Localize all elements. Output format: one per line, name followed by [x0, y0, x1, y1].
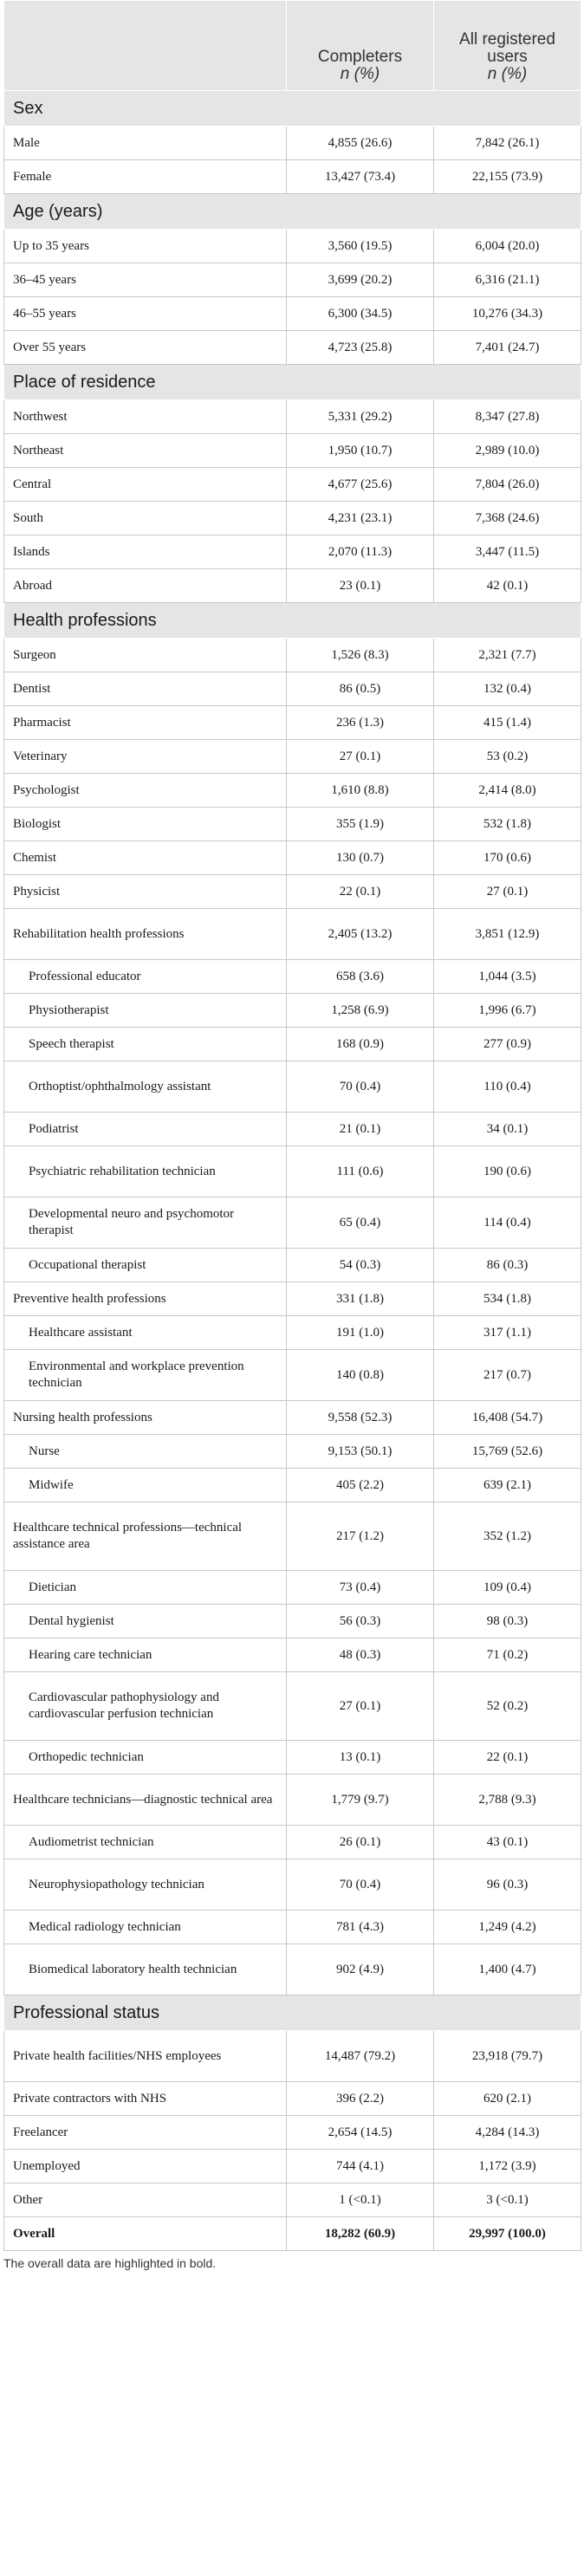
- row-label: South: [4, 502, 287, 535]
- all-users-value: 620 (2.1): [434, 2082, 581, 2116]
- all-users-value: 132 (0.4): [434, 672, 581, 706]
- section-header-row: [4, 194, 581, 230]
- section-title: Sex: [4, 91, 581, 127]
- completers-value: 1,526 (8.3): [287, 639, 434, 672]
- row-label: Medical radiology technician: [4, 1911, 287, 1944]
- all-users-value: 3,447 (11.5): [434, 535, 581, 569]
- row-label: Chemist: [4, 841, 287, 875]
- all-users-value: 22,155 (73.9): [434, 160, 581, 194]
- table-row: [4, 1502, 581, 1571]
- completers-value: 70 (0.4): [287, 1061, 434, 1113]
- completers-value: 9,558 (52.3): [287, 1401, 434, 1435]
- all-users-value: 639 (2.1): [434, 1469, 581, 1502]
- row-label: Nursing health professions: [4, 1401, 287, 1435]
- all-users-value: 22 (0.1): [434, 1741, 581, 1775]
- all-users-value: 10,276 (34.3): [434, 297, 581, 331]
- row-label: Preventive health professions: [4, 1282, 287, 1316]
- all-users-value: 109 (0.4): [434, 1571, 581, 1605]
- all-users-value: 190 (0.6): [434, 1146, 581, 1197]
- table-row: [4, 994, 581, 1028]
- completers-value: 236 (1.3): [287, 706, 434, 740]
- table-body: [4, 91, 581, 2251]
- all-users-value: 23,918 (79.7): [434, 2031, 581, 2082]
- all-users-value: 7,368 (24.6): [434, 502, 581, 535]
- all-users-value: 6,004 (20.0): [434, 230, 581, 263]
- row-label: Psychologist: [4, 774, 287, 808]
- all-users-value: 534 (1.8): [434, 1282, 581, 1316]
- table-row: [4, 1401, 581, 1435]
- table-row: [4, 2183, 581, 2217]
- completers-value: 2,654 (14.5): [287, 2116, 434, 2150]
- completers-value: 21 (0.1): [287, 1113, 434, 1146]
- table-row: [4, 1944, 581, 1995]
- row-label: Orthoptist/ophthalmology assistant: [4, 1061, 287, 1113]
- table-row: [4, 1859, 581, 1911]
- section-title: Professional status: [4, 1995, 581, 2031]
- completers-value: 1,610 (8.8): [287, 774, 434, 808]
- row-label: Neurophysiopathology technician: [4, 1859, 287, 1911]
- all-users-value: 1,044 (3.5): [434, 960, 581, 994]
- all-users-value: 52 (0.2): [434, 1672, 581, 1741]
- completers-value: 27 (0.1): [287, 1672, 434, 1741]
- row-label: Islands: [4, 535, 287, 569]
- table-row: [4, 160, 581, 194]
- all-users-value: 34 (0.1): [434, 1113, 581, 1146]
- all-users-value: 352 (1.2): [434, 1502, 581, 1571]
- table-row: [4, 297, 581, 331]
- completers-value: 9,153 (50.1): [287, 1435, 434, 1469]
- completers-value: 331 (1.8): [287, 1282, 434, 1316]
- all-users-value: 16,408 (54.7): [434, 1401, 581, 1435]
- table-row: [4, 434, 581, 468]
- row-label: Professional educator: [4, 960, 287, 994]
- completers-value: 22 (0.1): [287, 875, 434, 909]
- completers-value: 5,331 (29.2): [287, 400, 434, 434]
- table-row: [4, 1571, 581, 1605]
- header-all-users-sub: n (%): [487, 65, 528, 83]
- completers-value: 191 (1.0): [287, 1316, 434, 1350]
- overall-label: Overall: [4, 2217, 287, 2251]
- table-row: [4, 706, 581, 740]
- completers-value: 65 (0.4): [287, 1197, 434, 1249]
- table-row: [4, 1061, 581, 1113]
- row-label: Rehabilitation health professions: [4, 909, 287, 960]
- table-row: [4, 875, 581, 909]
- row-label: Biologist: [4, 808, 287, 841]
- table-row: [4, 774, 581, 808]
- row-label: Northeast: [4, 434, 287, 468]
- row-label: Psychiatric rehabilitation technician: [4, 1146, 287, 1197]
- row-label: Private contractors with NHS: [4, 2082, 287, 2116]
- completers-value: 355 (1.9): [287, 808, 434, 841]
- completers-value: 70 (0.4): [287, 1859, 434, 1911]
- completers-value: 1,258 (6.9): [287, 994, 434, 1028]
- completers-value: 4,723 (25.8): [287, 331, 434, 365]
- row-label: Developmental neuro and psychomotor therapist: [4, 1197, 287, 1249]
- row-label: Female: [4, 160, 287, 194]
- section-title: Age (years): [4, 194, 581, 230]
- row-label: Unemployed: [4, 2150, 287, 2183]
- all-users-value: 532 (1.8): [434, 808, 581, 841]
- row-label: Audiometrist technician: [4, 1826, 287, 1859]
- all-users-value: 6,316 (21.1): [434, 263, 581, 297]
- all-users-value: 7,401 (24.7): [434, 331, 581, 365]
- table-row: [4, 2116, 581, 2150]
- demographics-table: [3, 0, 581, 2251]
- row-label: Abroad: [4, 569, 287, 603]
- table-row: [4, 1469, 581, 1502]
- table-row: [4, 1113, 581, 1146]
- table-row: [4, 502, 581, 535]
- completers-value: 3,699 (20.2): [287, 263, 434, 297]
- table-row: [4, 2031, 581, 2082]
- row-label: Surgeon: [4, 639, 287, 672]
- row-label: Cardiovascular pathophysiology and cardiovascular perfusion technician: [4, 1672, 287, 1741]
- table-row: [4, 672, 581, 706]
- completers-value: 1 (<0.1): [287, 2183, 434, 2217]
- completers-value: 396 (2.2): [287, 2082, 434, 2116]
- all-users-value: 53 (0.2): [434, 740, 581, 774]
- header-all-users-title: All registered users: [459, 30, 555, 66]
- table-row: [4, 1197, 581, 1249]
- row-label: Pharmacist: [4, 706, 287, 740]
- row-label: Dental hygienist: [4, 1605, 287, 1638]
- completers-value: 6,300 (34.5): [287, 297, 434, 331]
- row-label: Midwife: [4, 1469, 287, 1502]
- row-label: Healthcare assistant: [4, 1316, 287, 1350]
- completers-value: 13,427 (73.4): [287, 160, 434, 194]
- completers-value: 405 (2.2): [287, 1469, 434, 1502]
- header-all-users: [434, 1, 581, 91]
- row-label: 46–55 years: [4, 297, 287, 331]
- completers-value: 23 (0.1): [287, 569, 434, 603]
- all-users-value: 15,769 (52.6): [434, 1435, 581, 1469]
- footnote: The overall data are highlighted in bold.: [3, 2256, 217, 2270]
- completers-value: 781 (4.3): [287, 1911, 434, 1944]
- section-header-row: [4, 91, 581, 127]
- completers-value: 27 (0.1): [287, 740, 434, 774]
- completers-value: 1,779 (9.7): [287, 1775, 434, 1826]
- table-row: [4, 1249, 581, 1282]
- section-title: Place of residence: [4, 365, 581, 400]
- all-users-value: 8,347 (27.8): [434, 400, 581, 434]
- all-users-value: 2,321 (7.7): [434, 639, 581, 672]
- completers-value: 111 (0.6): [287, 1146, 434, 1197]
- completers-value: 54 (0.3): [287, 1249, 434, 1282]
- completers-value: 73 (0.4): [287, 1571, 434, 1605]
- completers-value: 2,070 (11.3): [287, 535, 434, 569]
- table-row: [4, 535, 581, 569]
- all-users-value: 2,414 (8.0): [434, 774, 581, 808]
- completers-value: 744 (4.1): [287, 2150, 434, 2183]
- row-label: Speech therapist: [4, 1028, 287, 1061]
- row-label: Dentist: [4, 672, 287, 706]
- completers-value: 902 (4.9): [287, 1944, 434, 1995]
- all-users-value: 96 (0.3): [434, 1859, 581, 1911]
- section-header-row: [4, 1995, 581, 2031]
- completers-value: 3,560 (19.5): [287, 230, 434, 263]
- overall-all-users: 29,997 (100.0): [434, 2217, 581, 2251]
- all-users-value: 27 (0.1): [434, 875, 581, 909]
- table-row: [4, 1911, 581, 1944]
- row-label: 36–45 years: [4, 263, 287, 297]
- all-users-value: 170 (0.6): [434, 841, 581, 875]
- header-completers: [287, 1, 434, 91]
- all-users-value: 277 (0.9): [434, 1028, 581, 1061]
- completers-value: 130 (0.7): [287, 841, 434, 875]
- table-row: [4, 1350, 581, 1401]
- header-completers-title: Completers: [317, 48, 403, 66]
- all-users-value: 7,842 (26.1): [434, 127, 581, 160]
- table-row: [4, 960, 581, 994]
- overall-completers: 18,282 (60.9): [287, 2217, 434, 2251]
- completers-value: 4,231 (23.1): [287, 502, 434, 535]
- table-row: [4, 1672, 581, 1741]
- table-row: [4, 1741, 581, 1775]
- row-label: Nurse: [4, 1435, 287, 1469]
- row-label: Physicist: [4, 875, 287, 909]
- overall-row: [4, 2217, 581, 2251]
- row-label: Hearing care technician: [4, 1638, 287, 1672]
- table-row: [4, 1605, 581, 1638]
- completers-value: 4,855 (26.6): [287, 127, 434, 160]
- completers-value: 13 (0.1): [287, 1741, 434, 1775]
- all-users-value: 1,400 (4.7): [434, 1944, 581, 1995]
- table-row: [4, 2150, 581, 2183]
- table-row: [4, 808, 581, 841]
- all-users-value: 110 (0.4): [434, 1061, 581, 1113]
- table-row: [4, 909, 581, 960]
- all-users-value: 1,172 (3.9): [434, 2150, 581, 2183]
- completers-value: 48 (0.3): [287, 1638, 434, 1672]
- row-label: Veterinary: [4, 740, 287, 774]
- row-label: Male: [4, 127, 287, 160]
- table-row: [4, 1775, 581, 1826]
- row-label: Freelancer: [4, 2116, 287, 2150]
- all-users-value: 7,804 (26.0): [434, 468, 581, 502]
- row-label: Orthopedic technician: [4, 1741, 287, 1775]
- row-label: Other: [4, 2183, 287, 2217]
- table-row: [4, 263, 581, 297]
- completers-value: 86 (0.5): [287, 672, 434, 706]
- row-label: Healthcare technicians—diagnostic technical area: [4, 1775, 287, 1826]
- table-row: [4, 230, 581, 263]
- table-row: [4, 2082, 581, 2116]
- all-users-value: 42 (0.1): [434, 569, 581, 603]
- row-label: Biomedical laboratory health technician: [4, 1944, 287, 1995]
- all-users-value: 1,996 (6.7): [434, 994, 581, 1028]
- row-label: Podiatrist: [4, 1113, 287, 1146]
- table-row: [4, 400, 581, 434]
- table-row: [4, 569, 581, 603]
- all-users-value: 415 (1.4): [434, 706, 581, 740]
- row-label: Physiotherapist: [4, 994, 287, 1028]
- all-users-value: 317 (1.1): [434, 1316, 581, 1350]
- all-users-value: 43 (0.1): [434, 1826, 581, 1859]
- header-completers-sub: n (%): [340, 65, 380, 83]
- all-users-value: 86 (0.3): [434, 1249, 581, 1282]
- row-label: Environmental and workplace prevention technician: [4, 1350, 287, 1401]
- completers-value: 140 (0.8): [287, 1350, 434, 1401]
- completers-value: 14,487 (79.2): [287, 2031, 434, 2082]
- row-label: Over 55 years: [4, 331, 287, 365]
- section-header-row: [4, 365, 581, 400]
- table-row: [4, 1826, 581, 1859]
- row-label: Dietician: [4, 1571, 287, 1605]
- header-row: [4, 1, 581, 91]
- table-row: [4, 1316, 581, 1350]
- completers-value: 26 (0.1): [287, 1826, 434, 1859]
- table-row: [4, 1638, 581, 1672]
- completers-value: 658 (3.6): [287, 960, 434, 994]
- all-users-value: 4,284 (14.3): [434, 2116, 581, 2150]
- all-users-value: 217 (0.7): [434, 1350, 581, 1401]
- table-row: [4, 1282, 581, 1316]
- header-blank: [4, 1, 287, 91]
- all-users-value: 114 (0.4): [434, 1197, 581, 1249]
- table-row: [4, 1028, 581, 1061]
- table-row: [4, 331, 581, 365]
- completers-value: 168 (0.9): [287, 1028, 434, 1061]
- completers-value: 2,405 (13.2): [287, 909, 434, 960]
- all-users-value: 3,851 (12.9): [434, 909, 581, 960]
- row-label: Northwest: [4, 400, 287, 434]
- completers-value: 4,677 (25.6): [287, 468, 434, 502]
- table-row: [4, 127, 581, 160]
- table-row: [4, 468, 581, 502]
- completers-value: 1,950 (10.7): [287, 434, 434, 468]
- section-header-row: [4, 603, 581, 639]
- all-users-value: 98 (0.3): [434, 1605, 581, 1638]
- table-row: [4, 1146, 581, 1197]
- all-users-value: 3 (<0.1): [434, 2183, 581, 2217]
- section-title: Health professions: [4, 603, 581, 639]
- completers-value: 217 (1.2): [287, 1502, 434, 1571]
- all-users-value: 1,249 (4.2): [434, 1911, 581, 1944]
- all-users-value: 2,788 (9.3): [434, 1775, 581, 1826]
- table-row: [4, 1435, 581, 1469]
- all-users-value: 71 (0.2): [434, 1638, 581, 1672]
- all-users-value: 2,989 (10.0): [434, 434, 581, 468]
- row-label: Private health facilities/NHS employees: [4, 2031, 287, 2082]
- table-row: [4, 639, 581, 672]
- table-row: [4, 841, 581, 875]
- row-label: Up to 35 years: [4, 230, 287, 263]
- table-row: [4, 740, 581, 774]
- row-label: Central: [4, 468, 287, 502]
- completers-value: 56 (0.3): [287, 1605, 434, 1638]
- row-label: Healthcare technical professions—technical assistance area: [4, 1502, 287, 1571]
- row-label: Occupational therapist: [4, 1249, 287, 1282]
